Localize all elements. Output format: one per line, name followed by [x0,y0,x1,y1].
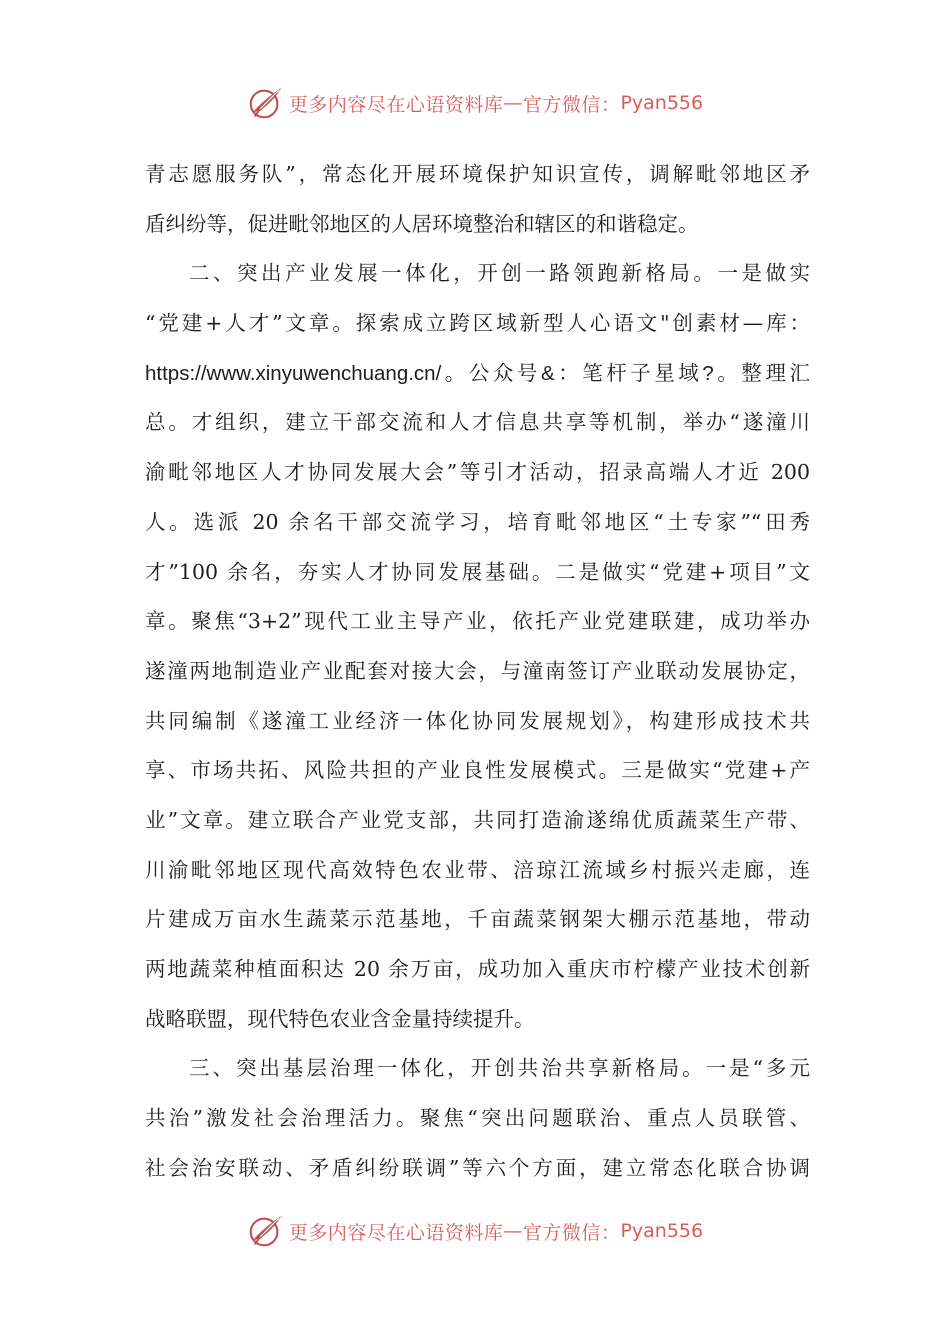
body-line: 遂潼两地制造业产业配套对接大会，与潼南签订产业联动发展协定， [145,658,810,683]
banner-wechat-id: Pyan556 [620,1220,704,1242]
body-line: 战略联盟，现代特色农业含金量持续提升。 [145,1006,535,1031]
body-line: 二、突出产业发展一体化，开创一路领跑新格局。一是做实 [189,261,810,286]
banner-dash: — [503,1220,523,1242]
body-line: 业”文章。建立联合产业党支部，共同打造渝遂绵优质蔬菜生产带、 [145,807,810,832]
body-line: 三、突出基层治理一体化，开创共治共享新格局。一是“多元 [189,1056,810,1081]
footer-banner [0,1211,950,1251]
body-line: 川渝毗邻地区现代高效特色农业带、涪琼江流域乡村振兴走廊，连 [145,857,810,882]
body-line: 共同编制《遂潼工业经济一体化协同发展规划》，构建形成技术共 [145,708,810,733]
header-banner [0,83,950,123]
body-line: 章。聚焦“3+2”现代工业主导产业，依托产业党建联建，成功举办 [145,609,810,634]
body-line: 青志愿服务队”，常态化开展环境保护知识宣传，调解毗邻地区矛 [145,162,810,186]
body-line: 享、市场共拓、风险共担的产业良性发展模式。三是做实“党建+产 [145,758,810,783]
body-line: 才”100 余名，夯实人才协同发展基础。二是做实“党建+项目”文 [145,559,810,584]
body-line: 片建成万亩水生蔬菜示范基地，千亩蔬菜钢架大棚示范基地，带动 [145,907,810,932]
body-line: 共治”激发社会治理活力。聚焦“突出问题联治、重点人员联管、 [145,1106,810,1131]
quill-logo-icon [247,1212,285,1250]
banner-site-text: 更多内容尽在心语资料库 [288,1221,504,1244]
banner-site-text: 更多内容尽在心语资料库 [288,93,504,116]
body-line: “党建+人才”文章。探索成立跨区域新型人心语文"创素材—库： [145,311,810,336]
banner-wechat-label: 官方微信： [522,1221,621,1244]
body-line: 盾纠纷等，促进毗邻地区的人居环境整治和辖区的和谐稳定。 [145,211,699,236]
banner-wechat-label: 官方微信： [522,93,621,116]
body-line: 人。选派 20 余名干部交流学习，培育毗邻地区“土专家”“田秀 [145,509,810,534]
banner-wechat-id: Pyan556 [620,92,704,114]
body-line: https://www.xinyuwenchuang.cn/。公众号&：笔杆子星域?。整理汇 [145,361,810,385]
body-line: 两地蔬菜种植面积达 20 余万亩，成功加入重庆市柠檬产业技术创新 [145,957,810,981]
body-line: 渝毗邻地区人才协同发展大会”等引才活动，招录高端人才近 200 [145,460,810,485]
body-line: 社会治安联动、矛盾纠纷联调”等六个方面，建立常态化联合协调 [145,1155,810,1180]
document-body [145,150,810,1193]
body-line: 总。才组织，建立干部交流和人才信息共享等机制，举办“遂潼川 [145,410,810,435]
quill-logo-icon [247,84,285,122]
banner-dash: — [503,92,523,114]
